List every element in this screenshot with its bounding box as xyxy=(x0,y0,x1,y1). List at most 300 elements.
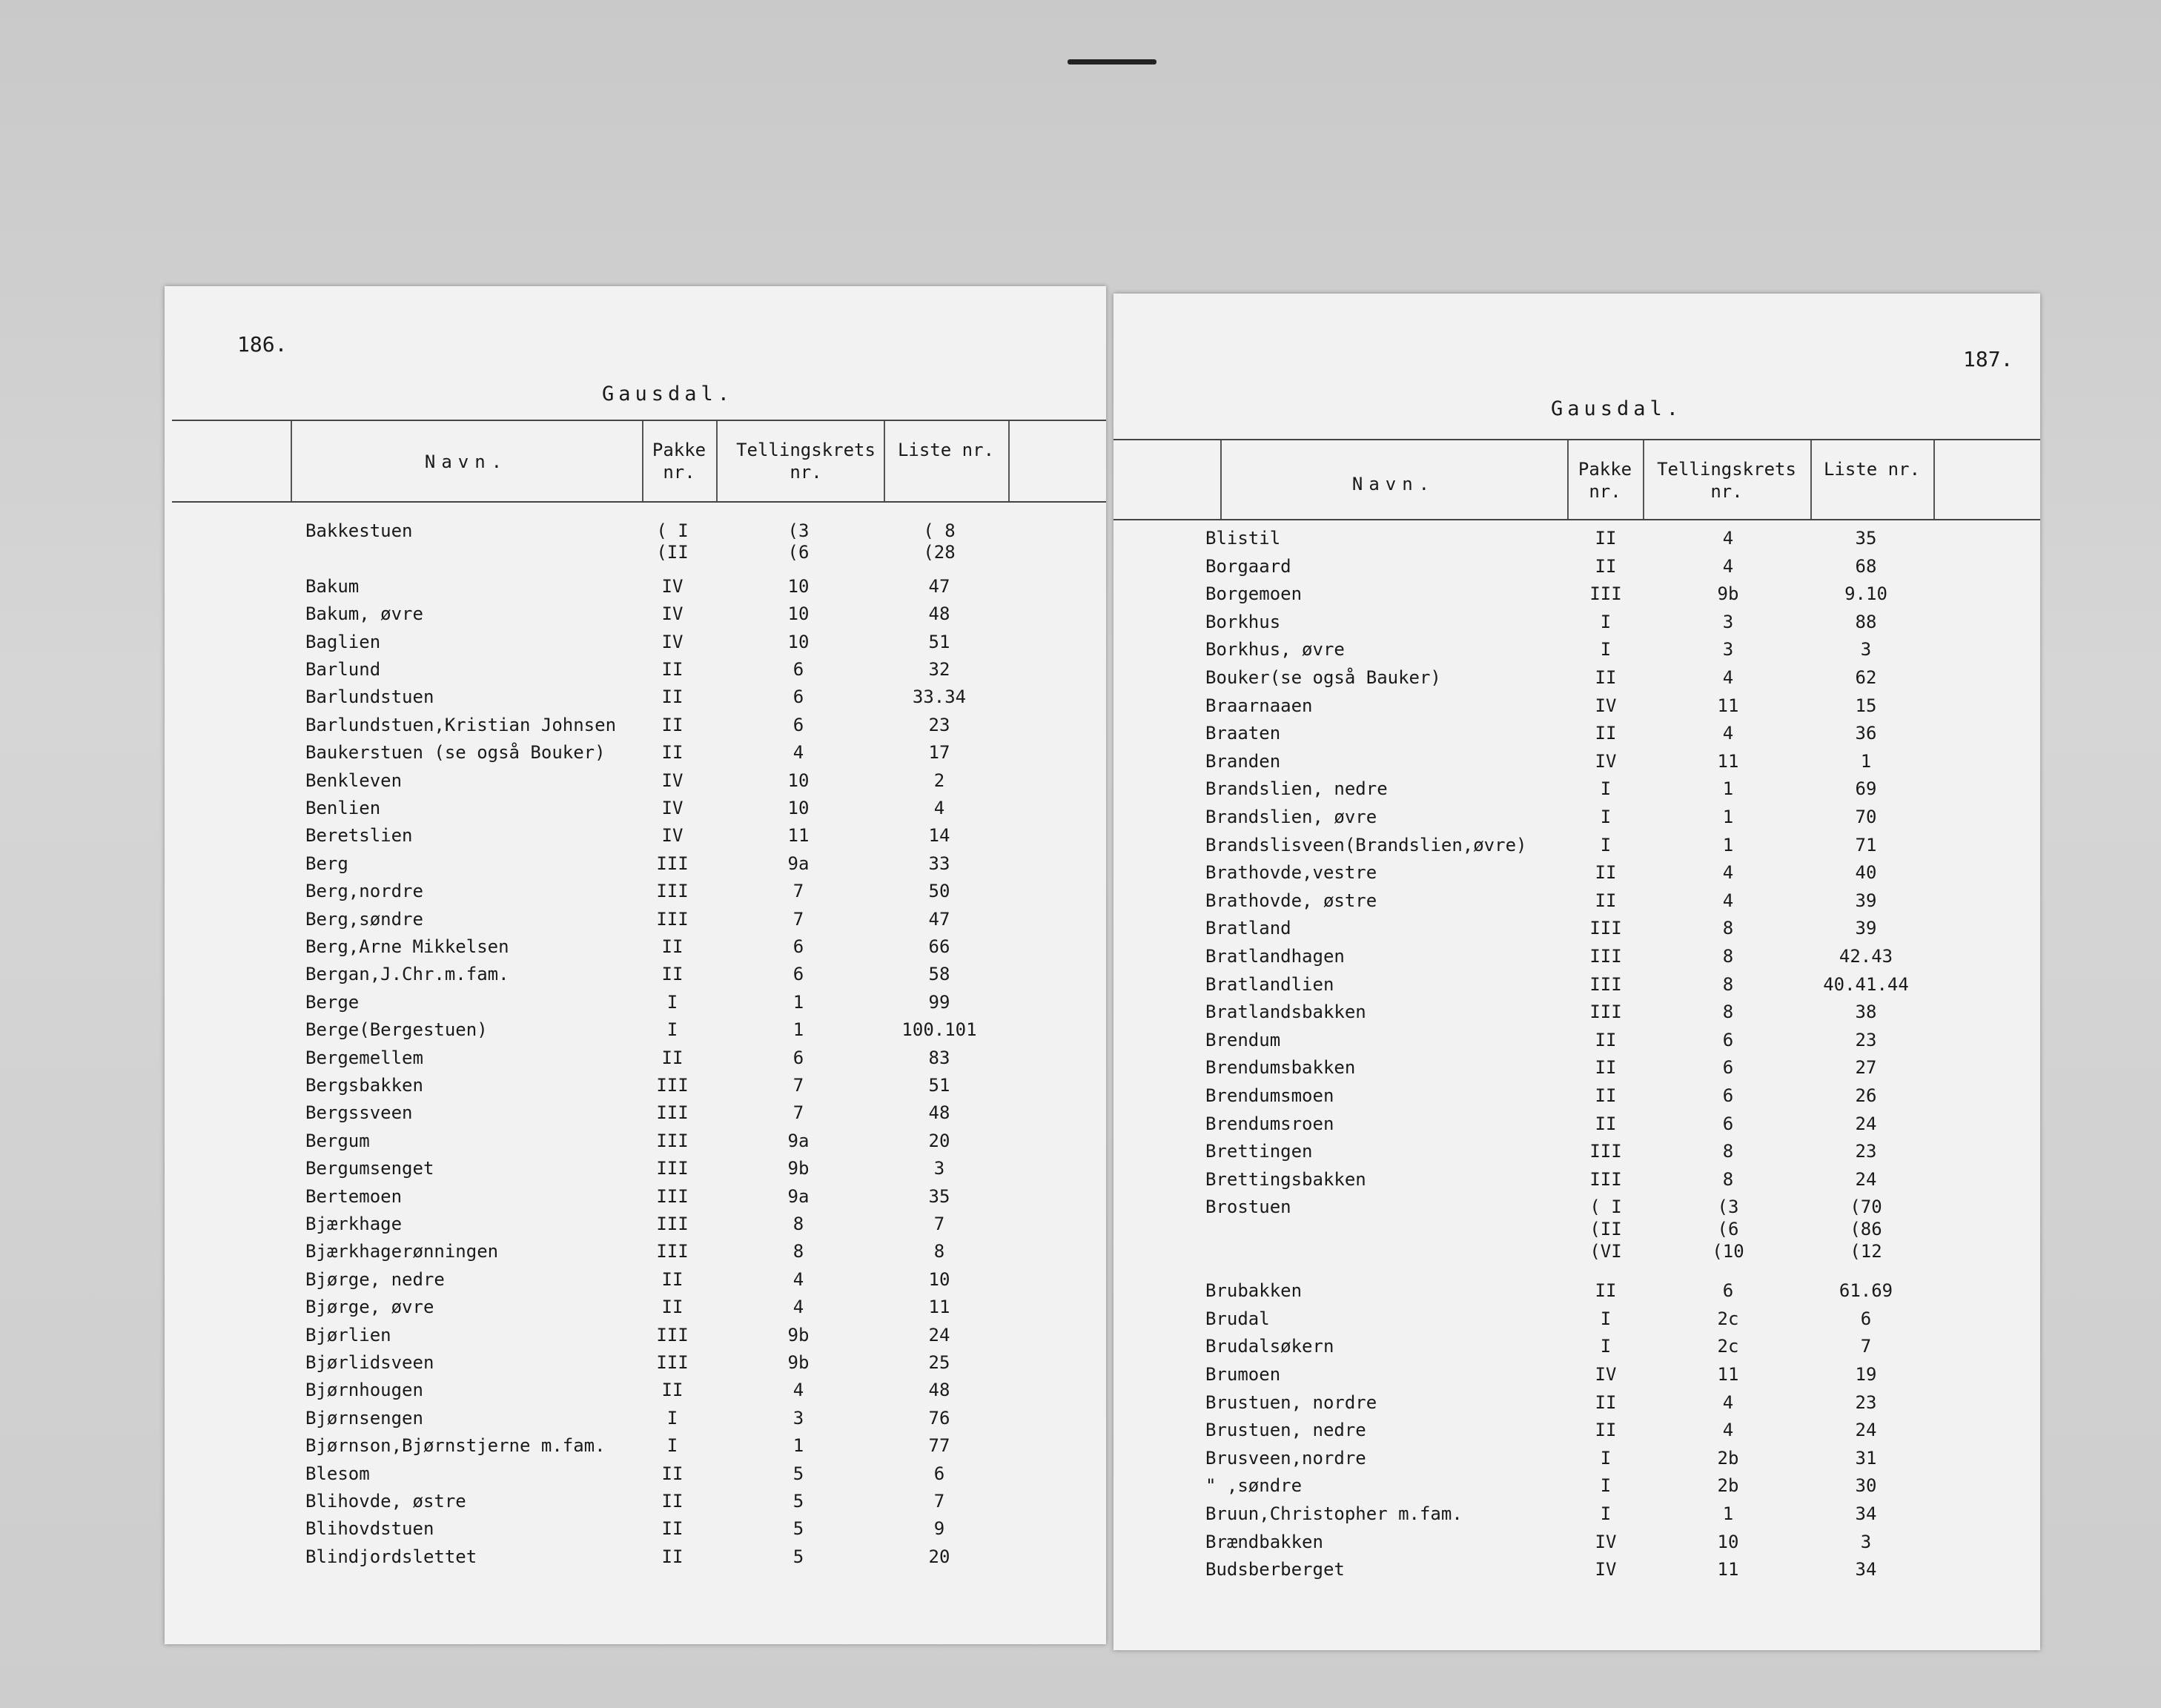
row-pakke: I xyxy=(1600,1503,1612,1524)
row-liste: 34 xyxy=(1855,1559,1877,1580)
row-liste: 58 xyxy=(928,964,950,985)
row-tellingskrets: 11 xyxy=(1717,1364,1739,1385)
table-row xyxy=(1113,1141,2040,1169)
table-row xyxy=(1113,1280,2040,1308)
table-row xyxy=(165,742,1106,769)
row-tellingskrets: 2c xyxy=(1717,1336,1739,1357)
row-liste: 8 xyxy=(933,1241,945,1262)
table-row xyxy=(1113,1336,2040,1364)
row-name: Brudalsøkern xyxy=(1205,1336,1334,1357)
row-name: Brandslien, nedre xyxy=(1205,778,1388,800)
row-name: Baukerstuen (se også Bouker) xyxy=(305,742,606,764)
row-pakke: III xyxy=(656,1352,689,1373)
row-pakke: ( I (II xyxy=(656,520,689,563)
row-liste: 24 xyxy=(928,1324,950,1345)
row-name: Budsberberget xyxy=(1205,1559,1345,1580)
row-tellingskrets: 10 xyxy=(787,603,810,625)
row-name: Bergssveen xyxy=(305,1102,413,1124)
row-name: Brettingsbakken xyxy=(1205,1168,1366,1190)
row-tellingskrets: 2b xyxy=(1717,1447,1739,1469)
table-row xyxy=(165,770,1106,798)
table-row xyxy=(165,1463,1106,1491)
row-name: Blesom xyxy=(305,1463,370,1484)
column-divider xyxy=(1008,421,1010,501)
row-tellingskrets: 1 xyxy=(792,991,804,1013)
row-liste: 38 xyxy=(1855,1002,1877,1023)
table-row xyxy=(1113,974,2040,1002)
row-liste: 7 xyxy=(1860,1336,1872,1357)
page-title: Gausdal. xyxy=(1551,397,1684,420)
row-name: Bjørlien xyxy=(305,1324,391,1345)
row-tellingskrets: 7 xyxy=(792,908,804,930)
row-tellingskrets: 8 xyxy=(792,1214,804,1234)
row-name: Brandslien, øvre xyxy=(1205,807,1377,827)
row-liste: 76 xyxy=(928,1407,950,1429)
row-pakke: I xyxy=(1600,1308,1612,1329)
row-name: Bruun,Christopher m.fam. xyxy=(1205,1503,1463,1524)
row-name: Bjærkhagerønningen xyxy=(305,1241,499,1262)
row-tellingskrets: 5 xyxy=(792,1546,804,1567)
row-name: Bjørnhougen xyxy=(305,1380,423,1401)
header-navn: Navn. xyxy=(1351,474,1436,494)
row-pakke: II xyxy=(1595,555,1617,577)
row-pakke: IV xyxy=(661,825,684,847)
row-liste: (70 (86 (12 xyxy=(1850,1196,1882,1262)
row-tellingskrets: 4 xyxy=(1722,890,1734,911)
row-tellingskrets: (3 (6 xyxy=(787,520,810,563)
row-name: Brumoen xyxy=(1205,1364,1281,1385)
row-liste: 14 xyxy=(928,825,950,847)
table-row xyxy=(165,1186,1106,1214)
row-liste: 1 xyxy=(1860,750,1872,772)
row-name: Brændbakken xyxy=(1205,1531,1323,1552)
row-name: Benkleven xyxy=(305,769,403,791)
table-row xyxy=(165,1352,1106,1380)
table-row xyxy=(1113,528,2040,556)
row-liste: 40.41.44 xyxy=(1823,973,1909,995)
row-liste: 48 xyxy=(928,1380,950,1401)
row-pakke: III xyxy=(656,1185,689,1207)
table-row xyxy=(165,1518,1106,1546)
table-row xyxy=(1113,1169,2040,1197)
row-pakke: II xyxy=(661,659,684,680)
page-number: 186. xyxy=(237,332,288,357)
row-pakke: III xyxy=(656,1102,689,1124)
row-tellingskrets: 10 xyxy=(787,769,810,791)
row-name: Bergan,J.Chr.m.fam. xyxy=(305,964,509,985)
row-tellingskrets: 4 xyxy=(792,1380,804,1401)
row-name: Brettingen xyxy=(1205,1141,1313,1162)
row-liste: 50 xyxy=(928,881,950,902)
row-liste: 99 xyxy=(928,991,950,1013)
row-pakke: I xyxy=(1600,807,1612,827)
row-tellingskrets: 6 xyxy=(1722,1029,1734,1050)
row-pakke: II xyxy=(1595,862,1617,884)
row-tellingskrets: 8 xyxy=(792,1241,804,1262)
row-pakke: I xyxy=(666,1019,678,1041)
table-row xyxy=(165,1102,1106,1130)
row-tellingskrets: 4 xyxy=(792,742,804,764)
column-divider xyxy=(1933,440,1935,519)
row-name: Braaten xyxy=(1205,723,1281,744)
table-header xyxy=(1113,439,2040,520)
row-name: Bergemellem xyxy=(305,1047,423,1068)
row-name: Berg xyxy=(305,853,348,874)
scan-mark xyxy=(1068,59,1156,64)
row-pakke: II xyxy=(661,1297,684,1318)
header-liste: Liste nr. xyxy=(897,440,995,460)
row-tellingskrets: 5 xyxy=(792,1491,804,1512)
row-name: Brudal xyxy=(1205,1308,1270,1329)
row-liste: 70 xyxy=(1855,807,1877,827)
row-tellingskrets: 6 xyxy=(1722,1280,1734,1302)
row-liste: 51 xyxy=(928,631,950,652)
row-pakke: III xyxy=(1589,1002,1622,1023)
row-liste: 24 xyxy=(1855,1420,1877,1441)
row-pakke: IV xyxy=(1595,1559,1617,1580)
row-tellingskrets: 11 xyxy=(1717,750,1739,772)
table-row xyxy=(1113,1503,2040,1532)
table-row xyxy=(165,825,1106,853)
row-pakke: III xyxy=(1589,1141,1622,1162)
row-tellingskrets: 1 xyxy=(792,1019,804,1041)
table-row xyxy=(1113,695,2040,724)
table-row xyxy=(1113,1002,2040,1030)
table-row xyxy=(1113,1448,2040,1476)
row-pakke: I xyxy=(1600,611,1612,632)
row-pakke: IV xyxy=(1595,1531,1617,1552)
row-pakke: III xyxy=(656,881,689,902)
row-tellingskrets: 3 xyxy=(792,1407,804,1429)
row-tellingskrets: 1 xyxy=(792,1435,804,1457)
row-pakke: II xyxy=(1595,1085,1617,1106)
table-row xyxy=(1113,1364,2040,1392)
table-row xyxy=(1113,835,2040,863)
row-pakke: II xyxy=(1595,723,1617,744)
row-liste: 100.101 xyxy=(901,1019,977,1041)
table-row xyxy=(165,853,1106,881)
table-row xyxy=(165,603,1106,631)
row-tellingskrets: 11 xyxy=(1717,695,1739,716)
row-name: Brostuen xyxy=(1205,1196,1291,1218)
row-pakke: III xyxy=(656,1324,689,1345)
table-row xyxy=(1113,1196,2040,1280)
row-tellingskrets: 4 xyxy=(1722,1391,1734,1413)
table-row xyxy=(1113,1475,2040,1503)
row-tellingskrets: 5 xyxy=(792,1463,804,1484)
table-row xyxy=(165,1019,1106,1047)
row-name: Brathovde,vestre xyxy=(1205,862,1377,884)
table-row xyxy=(1113,612,2040,640)
row-liste: 15 xyxy=(1855,695,1877,716)
row-liste: 62 xyxy=(1855,667,1877,688)
row-tellingskrets: 4 xyxy=(792,1268,804,1290)
header-liste: Liste nr. xyxy=(1823,459,1921,480)
row-pakke: I xyxy=(1600,834,1612,855)
row-liste: 77 xyxy=(928,1435,950,1457)
table-row xyxy=(165,909,1106,936)
row-pakke: II xyxy=(1595,667,1617,688)
row-liste: 3 xyxy=(933,1158,945,1179)
row-pakke: IV xyxy=(661,575,684,597)
row-pakke: II xyxy=(661,1268,684,1290)
row-liste: 23 xyxy=(1855,1141,1877,1162)
row-name: Baglien xyxy=(305,631,381,652)
table-row xyxy=(165,1435,1106,1463)
table-row xyxy=(1113,556,2040,584)
row-tellingskrets: 6 xyxy=(1722,1113,1734,1134)
row-name: Berg,nordre xyxy=(305,881,423,902)
row-name: Bratlandlien xyxy=(1205,973,1334,995)
right-page xyxy=(1113,294,2040,1650)
row-pakke: I xyxy=(1600,1336,1612,1357)
row-liste: 19 xyxy=(1855,1364,1877,1385)
table-row xyxy=(1113,890,2040,918)
row-pakke: IV xyxy=(661,769,684,791)
row-pakke: IV xyxy=(661,798,684,818)
row-liste: 9.10 xyxy=(1844,583,1887,605)
row-liste: 24 xyxy=(1855,1113,1877,1134)
row-liste: 69 xyxy=(1855,778,1877,800)
row-pakke: II xyxy=(661,1518,684,1540)
row-tellingskrets: 9b xyxy=(787,1352,810,1373)
table-row xyxy=(1113,1030,2040,1058)
row-tellingskrets: 4 xyxy=(1722,723,1734,744)
row-pakke: II xyxy=(661,964,684,985)
row-pakke: II xyxy=(661,1463,684,1484)
row-liste: 34 xyxy=(1855,1503,1877,1524)
row-name: Brusveen,nordre xyxy=(1205,1447,1366,1469)
row-name: Bjørlidsveen xyxy=(305,1352,434,1373)
row-pakke: II xyxy=(661,686,684,708)
row-liste: 7 xyxy=(933,1214,945,1234)
row-pakke: I xyxy=(1600,778,1612,800)
table-row xyxy=(165,632,1106,659)
row-name: Brendum xyxy=(1205,1029,1281,1050)
row-name: Bakum xyxy=(305,575,360,597)
row-liste: 6 xyxy=(1860,1308,1872,1329)
row-pakke: I xyxy=(1600,639,1612,661)
row-name: Bouker(se også Bauker) xyxy=(1205,667,1441,688)
row-liste: 11 xyxy=(928,1297,950,1318)
row-liste: 27 xyxy=(1855,1057,1877,1079)
row-tellingskrets: 1 xyxy=(1722,1503,1734,1524)
row-tellingskrets: 1 xyxy=(1722,834,1734,855)
row-name: Berg,søndre xyxy=(305,908,423,930)
table-row xyxy=(1113,1532,2040,1560)
row-pakke: II xyxy=(661,714,684,735)
table-row xyxy=(1113,1085,2040,1113)
table-row xyxy=(165,1297,1106,1324)
row-liste: 17 xyxy=(928,742,950,764)
row-name: Benlien xyxy=(305,798,381,818)
row-name: Bakkestuen xyxy=(305,520,413,541)
table-row xyxy=(1113,1308,2040,1337)
row-pakke: IV xyxy=(1595,750,1617,772)
page-number: 187. xyxy=(1963,347,2013,371)
row-tellingskrets: 6 xyxy=(792,714,804,735)
row-pakke: III xyxy=(1589,918,1622,939)
table-row xyxy=(165,1158,1106,1185)
row-tellingskrets: 9a xyxy=(787,853,810,874)
table-row xyxy=(165,798,1106,825)
row-name: Bjørge, nedre xyxy=(305,1268,445,1290)
row-tellingskrets: 2b xyxy=(1717,1475,1739,1497)
row-liste: 7 xyxy=(933,1491,945,1512)
row-pakke: II xyxy=(661,1380,684,1401)
page-title: Gausdal. xyxy=(602,383,735,406)
row-pakke: II xyxy=(1595,1391,1617,1413)
row-liste: 51 xyxy=(928,1075,950,1096)
row-pakke: III xyxy=(656,1214,689,1234)
column-divider xyxy=(716,421,718,501)
row-liste: 26 xyxy=(1855,1085,1877,1106)
row-tellingskrets: 6 xyxy=(792,964,804,985)
table-row xyxy=(165,1075,1106,1102)
row-tellingskrets: 3 xyxy=(1722,611,1734,632)
row-tellingskrets: 8 xyxy=(1722,1002,1734,1023)
row-liste: 47 xyxy=(928,908,950,930)
row-tellingskrets: 4 xyxy=(1722,1420,1734,1441)
row-name: Bjørnson,Bjørnstjerne m.fam. xyxy=(305,1435,606,1457)
table-row xyxy=(165,1047,1106,1075)
row-tellingskrets: 4 xyxy=(1722,555,1734,577)
row-name: Brendumsmoen xyxy=(1205,1085,1334,1106)
row-pakke: II xyxy=(661,742,684,764)
row-tellingskrets: 6 xyxy=(792,936,804,957)
row-liste: 33 xyxy=(928,853,950,874)
row-pakke: II xyxy=(1595,1029,1617,1050)
table-row xyxy=(1113,918,2040,946)
row-name: Bratlandsbakken xyxy=(1205,1002,1366,1023)
row-liste: 10 xyxy=(928,1268,950,1290)
row-pakke: III xyxy=(1589,583,1622,605)
row-tellingskrets: 6 xyxy=(792,1047,804,1068)
row-liste: 25 xyxy=(928,1352,950,1373)
row-liste: 71 xyxy=(1855,834,1877,855)
row-pakke: II xyxy=(1595,1280,1617,1302)
row-tellingskrets: 4 xyxy=(1722,862,1734,884)
row-tellingskrets: 8 xyxy=(1722,973,1734,995)
row-name: Borkhus, øvre xyxy=(1205,639,1345,661)
table-row xyxy=(165,1241,1106,1268)
row-liste: 4 xyxy=(933,798,945,818)
row-liste: 31 xyxy=(1855,1447,1877,1469)
row-pakke: III xyxy=(656,853,689,874)
row-liste: 2 xyxy=(933,769,945,791)
row-name: Barlundstuen xyxy=(305,686,434,708)
row-pakke: IV xyxy=(661,603,684,625)
row-pakke: II xyxy=(661,1047,684,1068)
row-name: Bakum, øvre xyxy=(305,603,423,625)
row-tellingskrets: 7 xyxy=(792,1102,804,1124)
table-row xyxy=(165,1214,1106,1241)
table-row xyxy=(165,715,1106,742)
row-tellingskrets: 6 xyxy=(1722,1085,1734,1106)
row-name: Brendumsbakken xyxy=(1205,1057,1356,1079)
table-row xyxy=(1113,1113,2040,1142)
row-pakke: II xyxy=(1595,1113,1617,1134)
row-tellingskrets: 9a xyxy=(787,1185,810,1207)
row-tellingskrets: 10 xyxy=(787,575,810,597)
row-liste: 88 xyxy=(1855,611,1877,632)
row-pakke: III xyxy=(656,1075,689,1096)
table-row xyxy=(165,659,1106,686)
row-name: Bergumsenget xyxy=(305,1158,434,1179)
table-row xyxy=(1113,1057,2040,1085)
table-row xyxy=(1113,1559,2040,1587)
row-tellingskrets: 6 xyxy=(792,659,804,680)
row-liste: 20 xyxy=(928,1546,950,1567)
row-name: Brustuen, nordre xyxy=(1205,1391,1377,1413)
table-row xyxy=(165,1325,1106,1352)
row-tellingskrets: 6 xyxy=(1722,1057,1734,1079)
row-tellingskrets: 11 xyxy=(1717,1559,1739,1580)
row-tellingskrets: 4 xyxy=(792,1297,804,1318)
row-tellingskrets: 10 xyxy=(1717,1531,1739,1552)
row-name: Berg,Arne Mikkelsen xyxy=(305,936,509,957)
row-pakke: III xyxy=(656,1130,689,1151)
row-pakke: II xyxy=(661,1546,684,1567)
table-row xyxy=(1113,639,2040,667)
row-name: Bergum xyxy=(305,1130,370,1151)
table-row xyxy=(165,1546,1106,1574)
row-name: Berge(Bergestuen) xyxy=(305,1019,488,1041)
row-tellingskrets: 5 xyxy=(792,1518,804,1540)
row-tellingskrets: 9b xyxy=(1717,583,1739,605)
row-tellingskrets: 11 xyxy=(787,825,810,847)
row-name: Branden xyxy=(1205,750,1281,772)
row-liste: 24 xyxy=(1855,1168,1877,1190)
row-tellingskrets: 6 xyxy=(792,686,804,708)
row-tellingskrets: 8 xyxy=(1722,946,1734,967)
row-liste: 33.34 xyxy=(912,686,967,708)
row-liste: 23 xyxy=(928,714,950,735)
row-pakke: I xyxy=(666,1407,678,1429)
row-liste: 3 xyxy=(1860,1531,1872,1552)
row-pakke: ( I (II (VI xyxy=(1589,1196,1622,1262)
table-row xyxy=(1113,862,2040,890)
row-pakke: IV xyxy=(661,631,684,652)
row-name: " ,søndre xyxy=(1205,1475,1303,1497)
row-liste: 48 xyxy=(928,1102,950,1124)
row-liste: 23 xyxy=(1855,1391,1877,1413)
row-liste: ( 8 (28 xyxy=(923,520,956,563)
table-row xyxy=(165,686,1106,714)
row-pakke: I xyxy=(1600,1447,1612,1469)
row-pakke: II xyxy=(1595,1057,1617,1079)
table-row xyxy=(1113,807,2040,835)
row-liste: 30 xyxy=(1855,1475,1877,1497)
row-liste: 6 xyxy=(933,1463,945,1484)
row-name: Barlundstuen,Kristian Johnsen xyxy=(305,714,617,735)
header-tellingskrets: Tellingskrets nr. xyxy=(1657,459,1796,502)
row-name: Bertemoen xyxy=(305,1185,403,1207)
row-tellingskrets: 1 xyxy=(1722,807,1734,827)
row-name: Bergsbakken xyxy=(305,1075,423,1096)
row-liste: 3 xyxy=(1860,639,1872,661)
row-tellingskrets: 10 xyxy=(787,631,810,652)
row-pakke: II xyxy=(661,1491,684,1512)
header-tellingskrets: Tellingskrets nr. xyxy=(736,440,876,483)
row-liste: 83 xyxy=(928,1047,950,1068)
row-tellingskrets: 9b xyxy=(787,1158,810,1179)
row-name: Bjørge, øvre xyxy=(305,1297,434,1318)
row-pakke: I xyxy=(1600,1475,1612,1497)
row-tellingskrets: 3 xyxy=(1722,639,1734,661)
row-tellingskrets: 8 xyxy=(1722,1141,1734,1162)
row-name: Borgaard xyxy=(1205,555,1291,577)
